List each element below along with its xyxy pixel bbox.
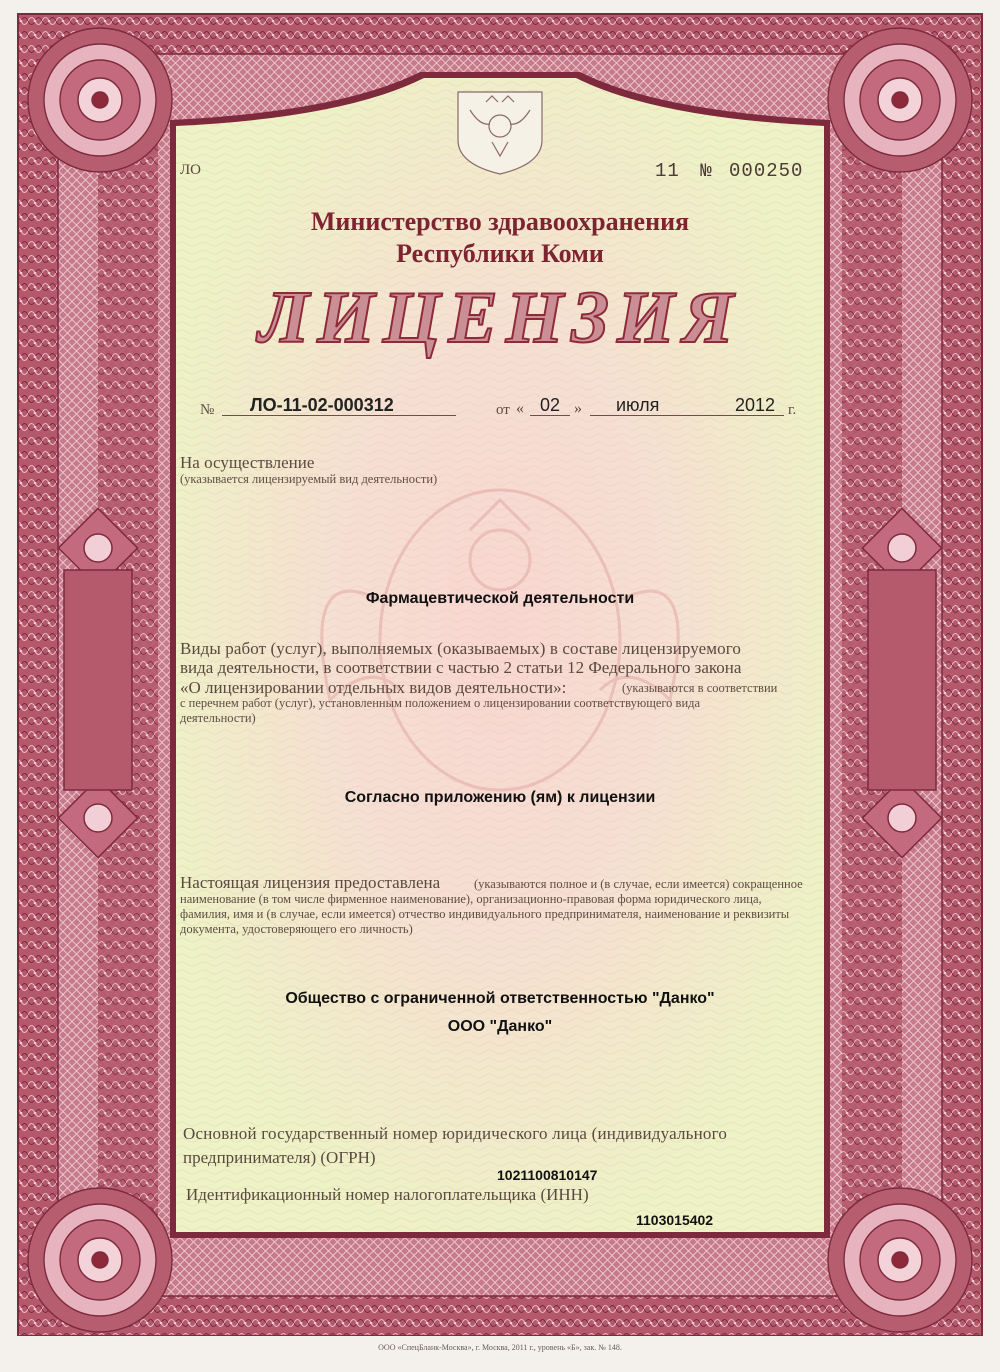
works-value: Согласно приложению (ям) к лицензии	[344, 789, 656, 806]
works-text-line-3: «О лицензировании отдельных видов деятельности»:	[180, 678, 567, 697]
works-text-line-1: Виды работ (услуг), выполняемых (оказываемых) в составе лицензируемого	[180, 639, 741, 658]
activity-label: На осуществление	[180, 453, 315, 472]
activity-hint: (указывается лицензируемый вид деятельности)	[180, 472, 438, 486]
printer-imprint: ООО «СпецБланк-Москва», г. Москва, 2011 г., уровень «Б», зак. № 148.	[378, 1343, 622, 1352]
license-year: 2012	[735, 395, 776, 415]
coat-of-arms-icon	[458, 92, 542, 174]
licensee-short-name: ООО "Данко"	[447, 1018, 553, 1035]
issuer-line-1: Министерство здравоохранения	[310, 207, 690, 236]
license-number-sign: №	[200, 402, 215, 418]
ogrn-label-line-1: Основной государственный номер юридического лица (индивидуального	[183, 1124, 728, 1143]
works-hint-line-3: деятельности)	[180, 711, 256, 725]
inn-value: 1103015402	[636, 1212, 714, 1228]
activity-value: Фармацевтической деятельности	[365, 590, 635, 607]
granted-label: Настоящая лицензия предоставлена	[180, 873, 441, 892]
ogrn-label-line-2: предпринимателя) (ОГРН)	[183, 1148, 376, 1167]
form-number	[655, 160, 803, 182]
form-serial: 000250	[729, 160, 804, 182]
number-sign: №	[700, 160, 713, 182]
date-from-label: от	[496, 402, 510, 418]
licensee-full-name: Общество с ограниченной ответственностью "Данко"	[285, 990, 715, 1007]
license-month: июля	[616, 395, 660, 415]
quote-close: »	[574, 400, 582, 417]
granted-hint-line-4: документа, удостоверяющего его личность)	[180, 922, 413, 936]
quote-open: «	[516, 400, 524, 417]
inn-label: Идентификационный номер налогоплательщика (ИНН)	[186, 1185, 589, 1204]
ogrn-value: 1021100810147	[497, 1167, 598, 1183]
issuer-line-2: Республики Коми	[396, 239, 604, 268]
document-title: ЛИЦЕНЗИЯ	[258, 277, 742, 359]
granted-hint-line-2: наименование (в том числе фирменное наименование), организационно-правовая форма юридического лица,	[180, 892, 762, 906]
license-number: ЛО-11-02-000312	[250, 395, 394, 415]
license-day: 02	[540, 395, 561, 415]
works-text-line-2: вида деятельности, в соответствии с частью 2 статьи 12 Федерального закона	[180, 658, 742, 677]
series-prefix: ЛО	[180, 162, 202, 178]
works-hint-line-2: с перечнем работ (услуг), установленным положением о лицензировании соответствующего вида	[180, 696, 701, 710]
granted-hint-line-1: (указываются полное и (в случае, если имеется) сокращенное	[474, 877, 803, 891]
granted-hint-line-3: фамилия, имя и (в случае, если имеется) отчество индивидуального предпринимателя, наименование и реквизиты	[180, 907, 790, 921]
year-suffix: г.	[788, 402, 797, 418]
works-hint-line-1: (указываются в соответствии	[622, 681, 778, 695]
series-code: 11	[655, 160, 680, 182]
